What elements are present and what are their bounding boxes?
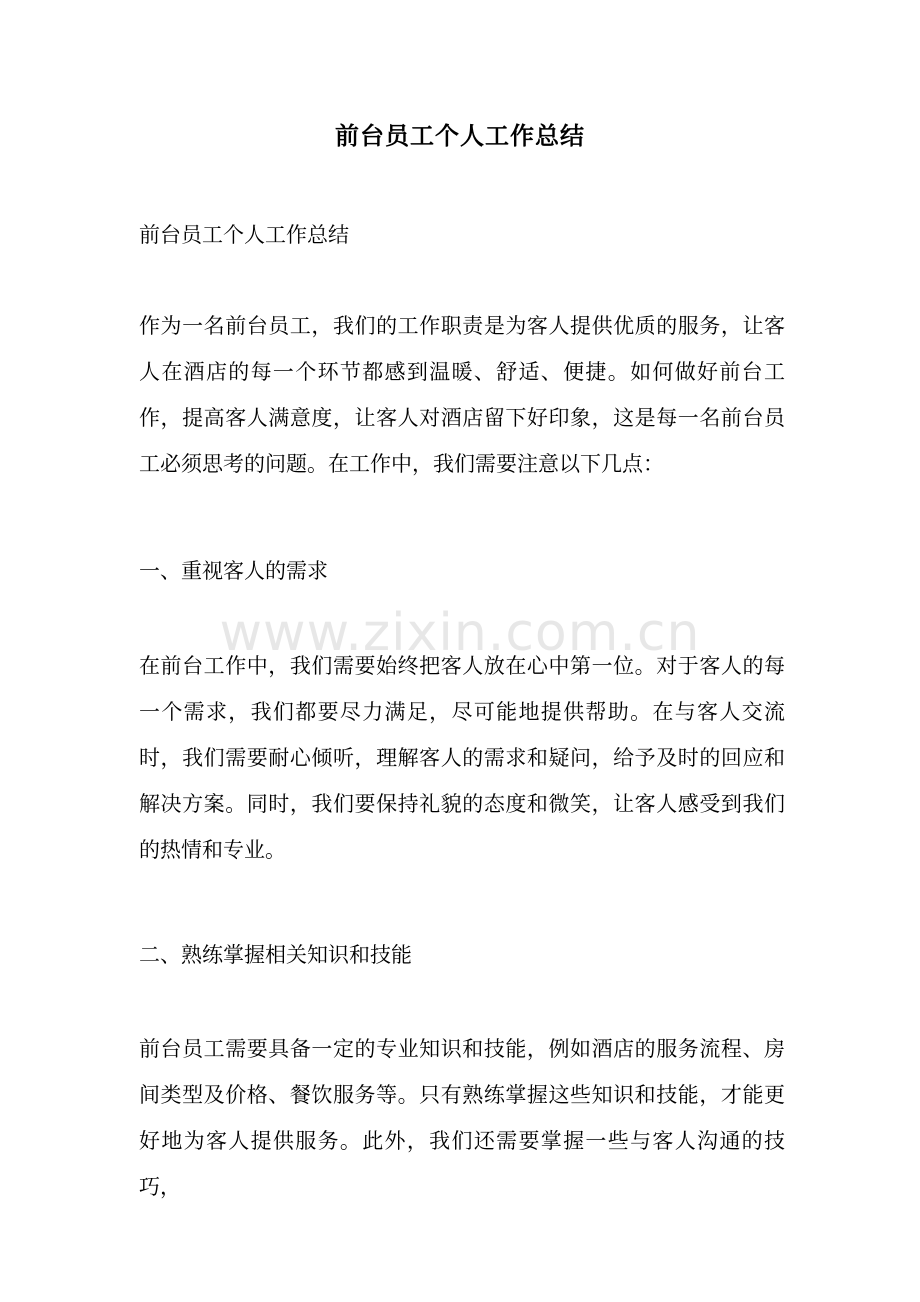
section-2-paragraph: 前台员工需要具备一定的专业知识和技能，例如酒店的服务流程、房间类型及价格、餐饮服务等。只有熟练掌握这些知识和技能，才能更好地为客人提供服务。此外，我们还需要掌握一些与客人沟通的技巧， bbox=[139, 1037, 785, 1199]
document-title: 前台员工个人工作总结 bbox=[335, 121, 585, 150]
intro-paragraph: 作为一名前台员工，我们的工作职责是为客人提供优质的服务，让客人在酒店的每一个环节都感到温暖、舒适、便捷。如何做好前台工作，提高客人满意度，让客人对酒店留下好印象，这是每一名前台员工必须思考的问题。在工作中，我们需要注意以下几点： bbox=[139, 314, 785, 476]
document-subtitle: 前台员工个人工作总结 bbox=[139, 223, 349, 247]
watermark-text: www.zixin.com.cn bbox=[219, 603, 701, 663]
section-2-heading: 二、熟练掌握相关知识和技能 bbox=[139, 943, 412, 967]
section-1-paragraph: 在前台工作中，我们需要始终把客人放在心中第一位。对于客人的每一个需求，我们都要尽力满足，尽可能地提供帮助。在与客人交流时，我们需要耐心倾听，理解客人的需求和疑问，给予及时的回应和解决方案。同时，我们要保持礼貌的态度和微笑，让客人感受到我们的热情和专业。 bbox=[139, 654, 785, 862]
section-1-heading: 一、重视客人的需求 bbox=[139, 559, 328, 583]
